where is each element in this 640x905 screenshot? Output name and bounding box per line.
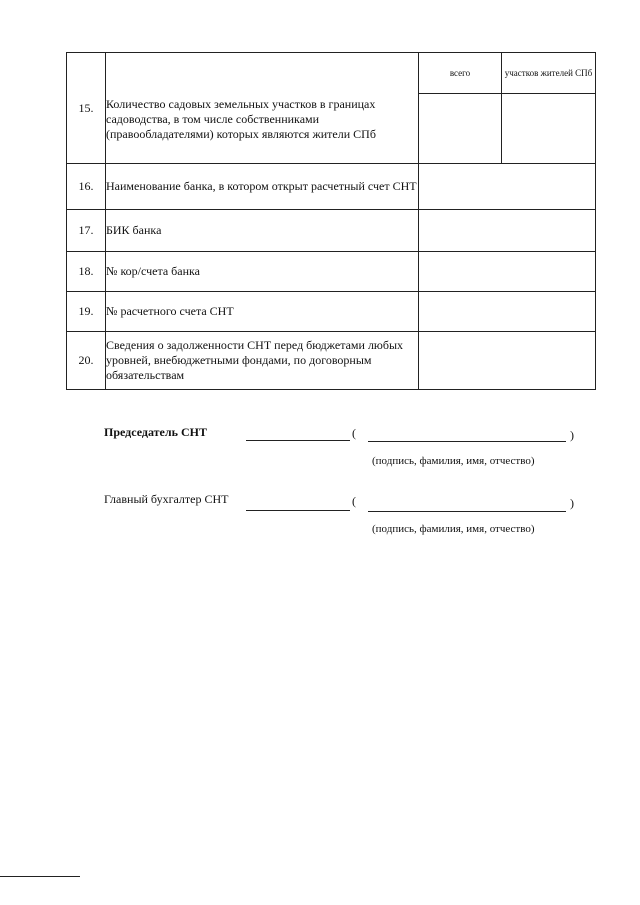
- row-value: [419, 252, 596, 292]
- row-value: [419, 332, 596, 390]
- row-label: № кор/счета банка: [106, 252, 419, 292]
- footnote-separator: [0, 876, 80, 877]
- row-value-split: [419, 53, 596, 164]
- subheader-total: всего: [419, 53, 502, 93]
- chairman-signature-line: [246, 440, 350, 441]
- row-value: [419, 292, 596, 332]
- chairman-close-paren: ): [570, 428, 574, 442]
- row-value: [419, 164, 596, 210]
- table-row: [67, 292, 596, 332]
- row-label: № расчетного счета СНТ: [106, 292, 419, 332]
- row-number: 18.: [67, 252, 106, 292]
- table-row: [67, 53, 596, 164]
- row-number: 17.: [67, 210, 106, 252]
- row-number: 20.: [67, 332, 106, 390]
- accountant-signature-line: [246, 510, 350, 511]
- row-label: Количество садовых земельных участков в границах садоводства, в том числе собственниками (правообладателями) которых являются жители СПб: [106, 53, 419, 164]
- subheader-spb: участков жителей СПб: [504, 67, 593, 78]
- accountant-open-paren: (: [352, 494, 356, 508]
- table-row: [67, 252, 596, 292]
- row-number: 16.: [67, 164, 106, 210]
- row-label: Наименование банка, в котором открыт расчетный счет СНТ: [106, 164, 419, 210]
- table-row: [67, 164, 596, 210]
- row-number: 19.: [67, 292, 106, 332]
- accountant-name-line: [368, 511, 566, 512]
- table-row: [67, 210, 596, 252]
- chairman-caption: (подпись, фамилия, имя, отчество): [372, 455, 535, 467]
- chairman-name-line: [368, 441, 566, 442]
- chairman-title: Председатель СНТ: [104, 425, 207, 439]
- accountant-caption: (подпись, фамилия, имя, отчество): [372, 523, 535, 535]
- row-value: [419, 210, 596, 252]
- value-spb-cell: [502, 94, 595, 163]
- accountant-close-paren: ): [570, 496, 574, 510]
- row-number: 15.: [67, 53, 106, 164]
- row-label: Сведения о задолженности СНТ перед бюджетами любых уровней, внебюджетными фондами, по договорным обязательствам: [106, 332, 419, 390]
- table-row: [67, 332, 596, 390]
- chairman-open-paren: (: [352, 426, 356, 440]
- row-label: БИК банка: [106, 210, 419, 252]
- value-total-cell: [419, 94, 502, 163]
- info-table: [66, 52, 596, 390]
- accountant-title: Главный бухгалтер СНТ: [104, 492, 229, 506]
